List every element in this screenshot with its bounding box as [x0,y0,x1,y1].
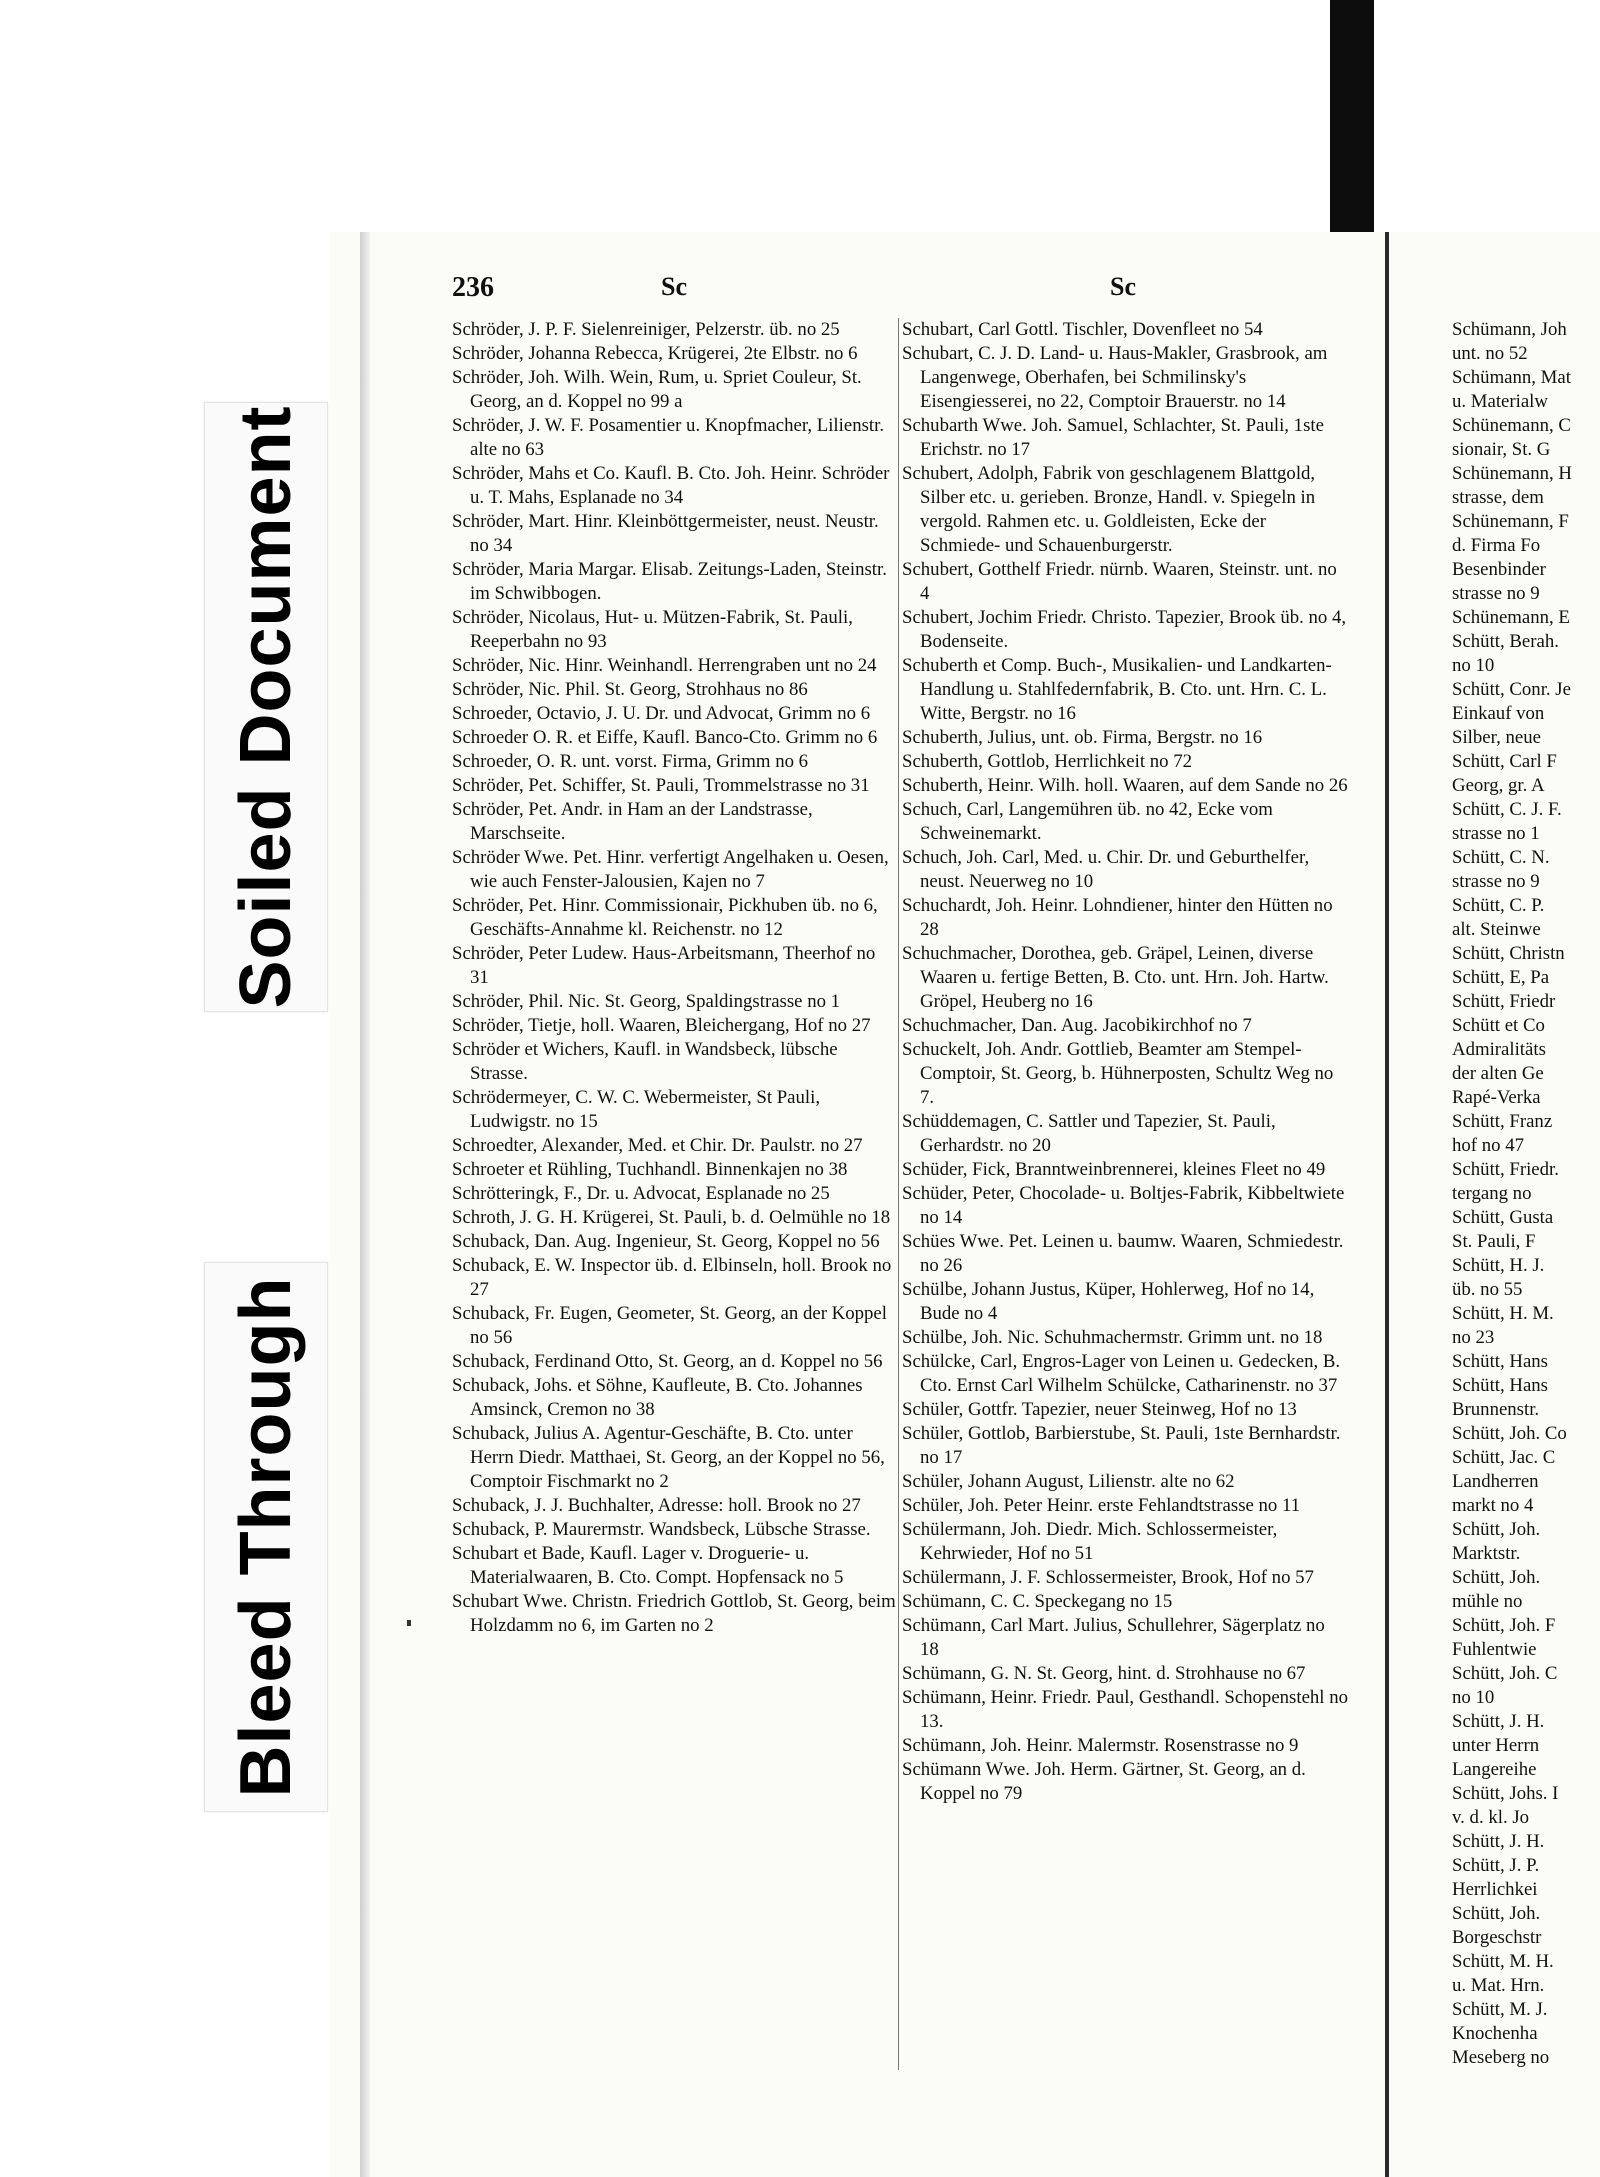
directory-entry: Schümann, Heinr. Friedr. Paul, Gesthandl. Schopenstehl no 13. [902,1687,1348,1732]
directory-entry: Knochenha [1452,2023,1538,2044]
directory-entry: Schütt, Conr. Je [1452,679,1571,700]
directory-entry: markt no 4 [1452,1495,1534,1516]
directory-entry: Schroth, J. G. H. Krügerei, St. Pauli, b. d. Oelmühle no 18 [452,1207,891,1228]
directory-entry: Schuchmacher, Dan. Aug. Jacobikirchhof no 7 [902,1015,1252,1036]
directory-entry: Schütt, Joh. [1452,1567,1541,1588]
directory-entry: Schuchmacher, Dorothea, geb. Gräpel, Leinen, diverse Waaren u. fertige Betten, B. Cto. unt. Hrn. Joh. Hartw. Gröpel, Heuberg no 16 [902,943,1329,1012]
page-number: 236 [452,272,494,303]
directory-column-left [452,318,898,1638]
directory-entry: Schütt, J. H. [1452,1831,1545,1852]
directory-entry: alt. Steinwe [1452,919,1541,940]
directory-entry: Schroeter et Rühling, Tuchhandl. Binnenkajen no 38 [452,1159,848,1180]
directory-entry: Schüder, Fick, Branntweinbrennerei, kleines Fleet no 49 [902,1159,1326,1180]
directory-entry: Schubart et Bade, Kaufl. Lager v. Droguerie- u. Materialwaaren, B. Cto. Compt. Hopfensack no 5 [452,1543,844,1588]
directory-entry: Schuberth et Comp. Buch-, Musikalien- und Landkarten-Handlung u. Stahlfedernfabrik, B. Cto. unt. Hrn. C. L. Witte, Bergstr. no 16 [902,655,1332,724]
directory-entry: Schütt, Gusta [1452,1207,1554,1228]
directory-entry: Schümann Wwe. Joh. Herm. Gärtner, St. Georg, an d. Koppel no 79 [902,1759,1306,1804]
directory-entry: Brunnenstr. [1452,1399,1540,1420]
directory-entry: Schuberth, Julius, unt. ob. Firma, Bergstr. no 16 [902,727,1263,748]
directory-entry: Schütt, Carl F [1452,751,1557,772]
directory-entry: Schubarth Wwe. Joh. Samuel, Schlachter, St. Pauli, 1ste Erichstr. no 17 [902,415,1324,460]
directory-entry: Schroeder, Octavio, J. U. Dr. und Advocat, Grimm no 6 [452,703,871,724]
directory-entry: Marktstr. [1452,1543,1521,1564]
directory-entry: der alten Ge [1452,1063,1544,1084]
directory-entry: Schuberth, Gottlob, Herrlichkeit no 72 [902,751,1193,772]
directory-entry: no 10 [1452,655,1495,676]
directory-entry: Schütt, Johs. I [1452,1783,1559,1804]
directory-entry: no 23 [1452,1327,1495,1348]
directory-entry: Schülbe, Johann Justus, Küper, Hohlerweg, Hof no 14, Bude no 4 [902,1279,1315,1324]
directory-entry: Schuch, Joh. Carl, Med. u. Chir. Dr. und Geburthelfer, neust. Neuerweg no 10 [902,847,1310,892]
directory-entry: Schubart Wwe. Christn. Friedrich Gottlob, St. Georg, beim Holzdamm no 6, im Garten no 2 [452,1591,896,1636]
directory-entry: Schüler, Joh. Peter Heinr. erste Fehlandtstrasse no 11 [902,1495,1301,1516]
directory-entry: Schröder, Nic. Phil. St. Georg, Strohhaus no 86 [452,679,808,700]
directory-entry: Schütt, Hans [1452,1351,1548,1372]
directory-entry: Schütt, H. J. [1452,1255,1545,1276]
directory-entry: Schuback, Johs. et Söhne, Kaufleute, B. Cto. Johannes Amsinck, Cremon no 38 [452,1375,863,1420]
directory-entry: Schröder et Wichers, Kaufl. in Wandsbeck, lübsche Strasse. [452,1039,838,1084]
directory-entry: Schütt, C. N. [1452,847,1550,868]
directory-entry: Schuback, J. J. Buchhalter, Adresse: holl. Brook no 27 [452,1495,861,1516]
directory-entry: Schröder, J. P. F. Sielenreiniger, Pelzerstr. üb. no 25 [452,319,840,340]
directory-entry: unt. no 52 [1452,343,1528,364]
directory-entry: Schroeder, O. R. unt. vorst. Firma, Grimm no 6 [452,751,809,772]
directory-entry: u. Materialw [1452,391,1548,412]
directory-entry: Schütt, M. J. [1452,1999,1548,2020]
directory-entry: Silber, neue [1452,727,1541,748]
directory-entry: Schuback, Ferdinand Otto, St. Georg, an d. Koppel no 56 [452,1351,883,1372]
directory-entry: strasse no 1 [1452,823,1540,844]
directory-entry: Schröder, Joh. Wilh. Wein, Rum, u. Spriet Couleur, St. Georg, an d. Koppel no 99 a [452,367,862,412]
directory-entry: Schütt, M. H. [1452,1951,1554,1972]
directory-entry: Schröder, Pet. Hinr. Commissionair, Pickhuben üb. no 6, Geschäfts-Annahme kl. Reichenstr. no 12 [452,895,878,940]
column-divider [898,318,899,2070]
directory-entry: Schüddemagen, C. Sattler und Tapezier, St. Pauli, Gerhardstr. no 20 [902,1111,1276,1156]
directory-entry: unter Herrn [1452,1735,1540,1756]
directory-entry: Schubert, Adolph, Fabrik von geschlagenem Blattgold, Silber etc. u. gerieben. Bronze, Handl. v. Spiegeln in vergold. Rahmen etc. u. Goldleisten, Ecke der Schmiede- und Schauenburgerstr. [902,463,1316,556]
directory-entry: Schubert, Gotthelf Friedr. nürnb. Waaren, Steinstr. unt. no 4 [902,559,1337,604]
directory-entry: Schümann, C. C. Speckegang no 15 [902,1591,1173,1612]
directory-entry: Meseberg no [1452,2047,1550,2068]
directory-entry: Schümann, Mat [1452,367,1571,388]
directory-entry: Schünemann, C [1452,415,1571,436]
directory-entry: Landherren [1452,1471,1539,1492]
directory-entry: Schümann, Joh [1452,319,1567,340]
soiled-document-text: Soiled Document [226,405,306,1009]
directory-entry: Schütt, Joh. C [1452,1663,1558,1684]
directory-column-right [902,318,1348,1806]
running-head-left: Sc [661,272,687,301]
directory-entry: Schröder Wwe. Pet. Hinr. verfertigt Angelhaken u. Oesen, wie auch Fenster-Jalousien, Kajen no 7 [452,847,889,892]
directory-entry: no 10 [1452,1687,1495,1708]
directory-entry: Schülermann, J. F. Schlossermeister, Brook, Hof no 57 [902,1567,1314,1588]
directory-entry: Schuckelt, Joh. Andr. Gottlieb, Beamter am Stempel-Comptoir, St. Georg, b. Hühnerposten, Schultz Weg no 7. [902,1039,1334,1108]
directory-entry: Schrötteringk, F., Dr. u. Advocat, Esplanade no 25 [452,1183,830,1204]
directory-entry: Schütt, J. P. [1452,1855,1540,1876]
directory-entry: Schünemann, H [1452,463,1572,484]
directory-entry: Schuback, Julius A. Agentur-Geschäfte, B. Cto. unter Herrn Diedr. Matthaei, St. Georg, an der Koppel no 56, Comptoir Fischmarkt no 2 [452,1423,885,1492]
directory-entry: Schroeder O. R. et Eiffe, Kaufl. Banco-Cto. Grimm no 6 [452,727,878,748]
directory-entry: Schütt, Jac. C [1452,1447,1556,1468]
directory-entry: Schröder, Pet. Andr. in Ham an der Landstrasse, Marschseite. [452,799,813,844]
directory-entry: Schütt, J. H. [1452,1711,1545,1732]
directory-entry: sionair, St. G [1452,439,1551,460]
directory-entry: tergang no [1452,1183,1532,1204]
directory-entry: Schütt, Joh. [1452,1519,1541,1540]
directory-entry: Borgeschstr [1452,1927,1542,1948]
directory-entry: Schuback, Dan. Aug. Ingenieur, St. Georg, Koppel no 56 [452,1231,880,1252]
directory-entry: Schröder, Johanna Rebecca, Krügerei, 2te Elbstr. no 6 [452,343,858,364]
directory-entry: Schröder, Nicolaus, Hut- u. Mützen-Fabrik, St. Pauli, Reeperbahn no 93 [452,607,853,652]
directory-entry: Schüler, Gottlob, Barbierstube, St. Pauli, 1ste Bernhardstr. no 17 [902,1423,1341,1468]
directory-entry: Schubert, Jochim Friedr. Christo. Tapezier, Brook üb. no 4, Bodenseite. [902,607,1347,652]
directory-entry: d. Firma Fo [1452,535,1541,556]
directory-entry: Schröder, Nic. Hinr. Weinhandl. Herrengraben unt no 24 [452,655,877,676]
directory-entry: Schütt, Joh. [1452,1903,1541,1924]
directory-entry: Schüler, Johann August, Lilienstr. alte no 62 [902,1471,1235,1492]
directory-entry: Schümann, Joh. Heinr. Malermstr. Rosenstrasse no 9 [902,1735,1299,1756]
directory-entry: strasse no 9 [1452,583,1540,604]
directory-entry: Schütt, C. J. F. [1452,799,1562,820]
directory-entry: Schütt, Joh. Co [1452,1423,1567,1444]
directory-entry: Schröder, Mahs et Co. Kaufl. B. Cto. Joh. Heinr. Schröder u. T. Mahs, Esplanade no 34 [452,463,890,508]
directory-entry: u. Mat. Hrn. [1452,1975,1545,1996]
directory-entry: Schütt, H. M. [1452,1303,1554,1324]
directory-entry: Schülbe, Joh. Nic. Schuhmachermstr. Grimm unt. no 18 [902,1327,1323,1348]
directory-entry: Schuback, Fr. Eugen, Geometer, St. Georg, an der Koppel no 56 [452,1303,887,1348]
directory-entry: Schütt, Franz [1452,1111,1553,1132]
bleed-through-label [204,1262,328,1812]
directory-entry: Herrlichkei [1452,1879,1538,1900]
directory-entry: Schröder, Maria Margar. Elisab. Zeitungs-Laden, Steinstr. im Schwibbogen. [452,559,887,604]
directory-entry: Schütt, Friedr. [1452,1159,1559,1180]
directory-column-next-page [1452,318,1600,2138]
directory-entry: Schröder, Peter Ludew. Haus-Arbeitsmann, Theerhof no 31 [452,943,876,988]
directory-entry: Schümann, Carl Mart. Julius, Schullehrer, Sägerplatz no 18 [902,1615,1325,1660]
directory-entry: Schubart, Carl Gottl. Tischler, Dovenfleet no 54 [902,319,1263,340]
directory-entry: Admiralitäts [1452,1039,1546,1060]
directory-entry: Schünemann, E [1452,607,1570,628]
directory-entry: Besenbinder [1452,559,1546,580]
page-edge [360,232,370,2177]
directory-entry: Schütt et Co [1452,1015,1545,1036]
directory-entry: Schroedter, Alexander, Med. et Chir. Dr. Paulstr. no 27 [452,1135,863,1156]
directory-entry: Schütt, E, Pa [1452,967,1550,988]
directory-entry: Schrödermeyer, C. W. C. Webermeister, St Pauli, Ludwigstr. no 15 [452,1087,821,1132]
directory-entry: Schütt, Christn [1452,943,1565,964]
directory-entry: Schuch, Carl, Langemühren üb. no 42, Ecke vom Schweinemarkt. [902,799,1273,844]
directory-entry: mühle no [1452,1591,1523,1612]
directory-entry: Schuback, E. W. Inspector üb. d. Elbinseln, holl. Brook no 27 [452,1255,892,1300]
directory-entry: Schuchardt, Joh. Heinr. Lohndiener, hinter den Hütten no 28 [902,895,1333,940]
directory-entry: Fuhlentwie [1452,1639,1537,1660]
directory-entry: Schüler, Gottfr. Tapezier, neuer Steinweg, Hof no 13 [902,1399,1297,1420]
directory-entry: Langereihe [1452,1759,1537,1780]
directory-entry: St. Pauli, F [1452,1231,1536,1252]
directory-entry: strasse, dem [1452,487,1544,508]
directory-entry: üb. no 55 [1452,1279,1523,1300]
directory-entry: Schröder, Tietje, holl. Waaren, Bleichergang, Hof no 27 [452,1015,871,1036]
bleed-through-text: Bleed Through [226,1276,306,1798]
directory-entry: Schuback, P. Maurermstr. Wandsbeck, Lübsche Strasse. [452,1519,871,1540]
directory-entry: strasse no 9 [1452,871,1540,892]
book-gutter [1385,232,1389,2177]
soiled-document-label [204,402,328,1012]
directory-entry: Schütt, Friedr [1452,991,1556,1012]
directory-entry: Schües Wwe. Pet. Leinen u. baumw. Waaren, Schmiedestr. no 26 [902,1231,1344,1276]
directory-entry: Schütt, Hans [1452,1375,1548,1396]
directory-entry: Schülermann, Joh. Diedr. Mich. Schlossermeister, Kehrwieder, Hof no 51 [902,1519,1278,1564]
directory-entry: Schröder, Mart. Hinr. Kleinböttgermeister, neust. Neustr. no 34 [452,511,879,556]
directory-entry: Einkauf von [1452,703,1545,724]
directory-entry: Schünemann, F [1452,511,1569,532]
directory-entry: Schülcke, Carl, Engros-Lager von Leinen u. Gedecken, B. Cto. Ernst Carl Wilhelm Schülcke, Catharinenstr. no 37 [902,1351,1341,1396]
running-head-right: Sc [1110,272,1136,301]
ink-speck [407,1620,411,1626]
directory-entry: Georg, gr. A [1452,775,1545,796]
directory-entry: Schümann, G. N. St. Georg, hint. d. Strohhause no 67 [902,1663,1306,1684]
directory-entry: Schütt, C. P. [1452,895,1545,916]
directory-entry: Schröder, J. W. F. Posamentier u. Knopfmacher, Lilienstr. alte no 63 [452,415,885,460]
directory-entry: hof no 47 [1452,1135,1524,1156]
directory-entry: Schütt, Joh. F [1452,1615,1556,1636]
directory-entry: Schüder, Peter, Chocolade- u. Boltjes-Fabrik, Kibbeltwiete no 14 [902,1183,1345,1228]
directory-entry: Schütt, Berah. [1452,631,1559,652]
directory-entry: v. d. kl. Jo [1452,1807,1530,1828]
directory-entry: Schuberth, Heinr. Wilh. holl. Waaren, auf dem Sande no 26 [902,775,1348,796]
directory-entry: Schubart, C. J. D. Land- u. Haus-Makler, Grasbrook, am Langenwege, Oberhafen, bei Schmilinsky's Eisengiesserei, no 22, Comptoir Brauerstr. no 14 [902,343,1328,412]
directory-entry: Schröder, Phil. Nic. St. Georg, Spaldingstrasse no 1 [452,991,841,1012]
directory-entry: Rapé-Verka [1452,1087,1541,1108]
directory-entry: Schröder, Pet. Schiffer, St. Pauli, Trommelstrasse no 31 [452,775,870,796]
